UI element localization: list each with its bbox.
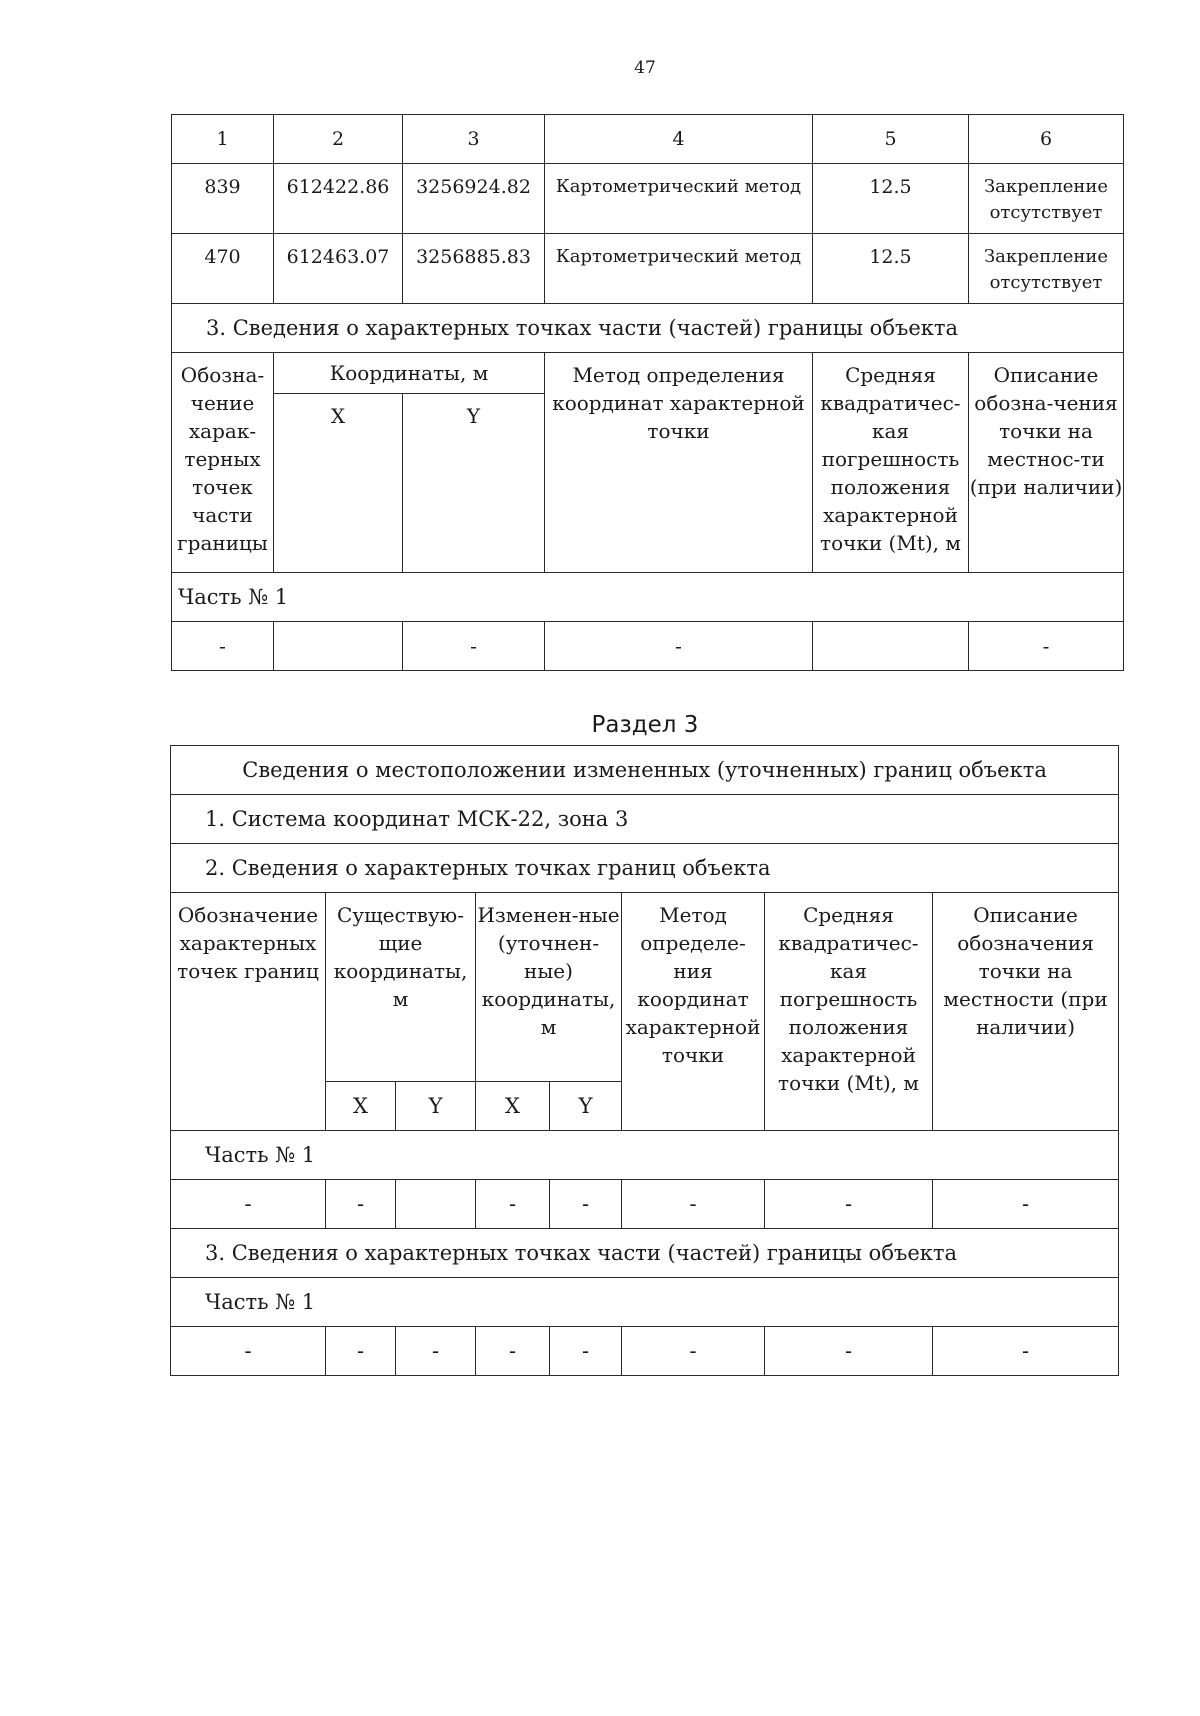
section-heading-row: [171, 844, 1119, 893]
part-label: Часть № 1: [172, 573, 1124, 622]
header-method: Метод определения координат характерной точки: [545, 353, 813, 573]
header-x: X: [476, 1082, 550, 1131]
part-label: Часть № 1: [171, 1131, 1119, 1180]
point-id: 470: [172, 234, 274, 304]
cell: -: [171, 1327, 326, 1376]
cell: -: [933, 1327, 1119, 1376]
header-method: Метод определе-ния координат характерной точки: [622, 893, 765, 1131]
col-number: 6: [969, 115, 1124, 164]
method: Картометрический метод: [545, 234, 813, 304]
page-number: 47: [634, 58, 656, 78]
header-y: Y: [396, 1082, 476, 1131]
method: Картометрический метод: [545, 164, 813, 234]
header-designation: Обозначение характерных точек границ: [171, 893, 326, 1131]
header-error: Средняя квадратичес-кая погрешность положения характерной точки (Mt), м: [813, 353, 969, 573]
header-description: Описание обозначения точки на местности (при наличии): [933, 893, 1119, 1131]
table-row: [172, 622, 1124, 671]
header-designation: Обозна-чение харак-терных точек части границы: [172, 353, 274, 573]
coord-y: 3256885.83: [403, 234, 545, 304]
coord-x: 612422.86: [274, 164, 403, 234]
header-error: Средняя квадратичес-кая погрешность положения характерной точки (Mt), м: [765, 893, 933, 1131]
column-number-row: [172, 115, 1124, 164]
description: Закрепление отсутствует: [969, 234, 1124, 304]
cell: -: [172, 622, 274, 671]
section2-title: 2. Сведения о характерных точках границ объекта: [171, 844, 1119, 893]
cell: [396, 1180, 476, 1229]
section3-title: 3. Сведения о характерных точках части (частей) границы объекта: [171, 1229, 1119, 1278]
cell: -: [933, 1180, 1119, 1229]
col-number: 4: [545, 115, 813, 164]
header-y: Y: [403, 394, 545, 573]
part-row: [171, 1278, 1119, 1327]
header-existing-coordinates: Существую-щие координаты, м: [326, 893, 476, 1082]
table-row: [171, 1180, 1119, 1229]
cell: -: [326, 1180, 396, 1229]
cell: -: [550, 1180, 622, 1229]
table-title: Сведения о местоположении измененных (уточненных) границ объекта: [171, 746, 1119, 795]
header-x: X: [274, 394, 403, 573]
coord-x: 612463.07: [274, 234, 403, 304]
changed-boundaries-table: [170, 745, 1119, 1376]
header-y: Y: [550, 1082, 622, 1131]
header-changed-coordinates: Изменен-ные (уточнен-ные) координаты, м: [476, 893, 622, 1082]
cell: -: [545, 622, 813, 671]
header-x: X: [326, 1082, 396, 1131]
col-number: 5: [813, 115, 969, 164]
cell: -: [476, 1180, 550, 1229]
coordinates-table-section2: [171, 114, 1124, 671]
cell: -: [550, 1327, 622, 1376]
column-header-row: [171, 893, 1119, 1082]
cell: -: [765, 1180, 933, 1229]
cell: -: [403, 622, 545, 671]
section-heading-row: [172, 304, 1124, 353]
cell: -: [622, 1327, 765, 1376]
accuracy: 12.5: [813, 234, 969, 304]
col-number: 2: [274, 115, 403, 164]
cell: -: [969, 622, 1124, 671]
table-row: [171, 1327, 1119, 1376]
coord-system-row: [171, 795, 1119, 844]
header-coordinates: Координаты, м: [274, 353, 545, 394]
part-row: [171, 1131, 1119, 1180]
description: Закрепление отсутствует: [969, 164, 1124, 234]
section-heading-row: [171, 1229, 1119, 1278]
cell: -: [326, 1327, 396, 1376]
point-id: 839: [172, 164, 274, 234]
title-row: [171, 746, 1119, 795]
part-label: Часть № 1: [171, 1278, 1119, 1327]
coord-y: 3256924.82: [403, 164, 545, 234]
coordinate-system: 1. Система координат МСК-22, зона 3: [171, 795, 1119, 844]
cell: [813, 622, 969, 671]
cell: -: [476, 1327, 550, 1376]
part-row: [172, 573, 1124, 622]
cell: -: [622, 1180, 765, 1229]
accuracy: 12.5: [813, 164, 969, 234]
cell: -: [765, 1327, 933, 1376]
header-description: Описание обозна-чения точки на местнос-ти (при наличии): [969, 353, 1124, 573]
cell: [274, 622, 403, 671]
section-title: Раздел 3: [591, 712, 699, 738]
cell: -: [396, 1327, 476, 1376]
cell: -: [171, 1180, 326, 1229]
section3-title: 3. Сведения о характерных точках части (частей) границы объекта: [172, 304, 1124, 353]
table-row: [172, 164, 1124, 234]
column-header-row: [172, 353, 1124, 394]
col-number: 1: [172, 115, 274, 164]
col-number: 3: [403, 115, 545, 164]
table-row: [172, 234, 1124, 304]
